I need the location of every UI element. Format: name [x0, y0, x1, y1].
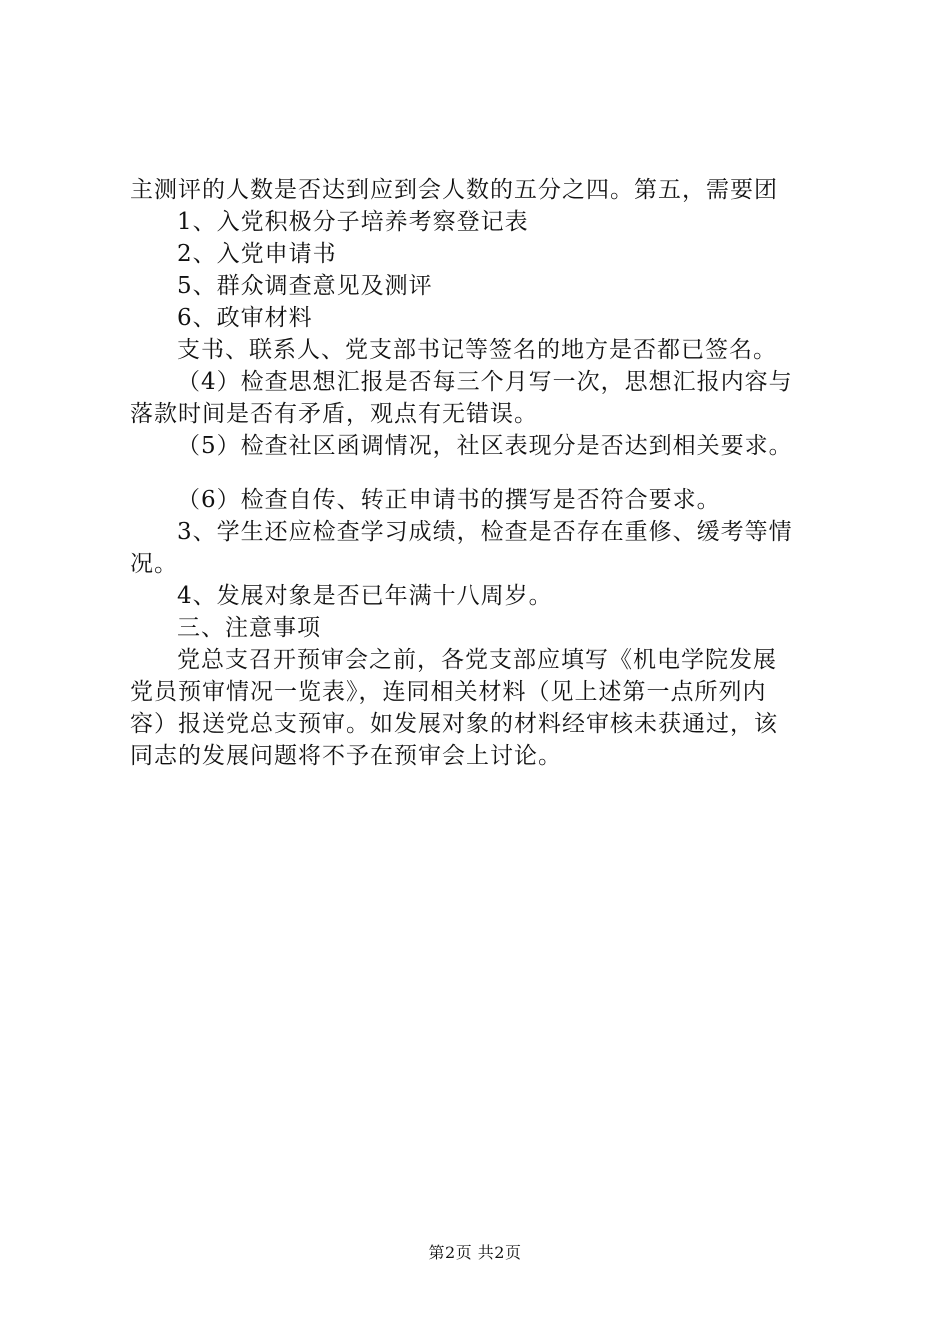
text-line: （6）检查自传、转正申请书的撰写是否符合要求。 [177, 487, 721, 513]
paragraph-gap [130, 462, 830, 484]
text-line: 党员预审情况一览表》，连同相关材料（见上述第一点所列内 [130, 679, 767, 705]
text-line: 3、学生还应检查学习成绩，检查是否存在重修、缓考等情 [177, 519, 793, 545]
text-line: 2、入党申请书 [177, 241, 337, 267]
text-line: （4）检查思想汇报是否每三个月写一次，思想汇报内容与 [177, 369, 793, 395]
text-line: 主测评的人数是否达到应到会人数的五分之四。第五，需要团 [130, 177, 778, 203]
document-body [130, 174, 830, 772]
text-line: 党总支召开预审会之前，各党支部应填写《机电学院发展 [177, 647, 777, 673]
text-line: 4、发展对象是否已年满十八周岁。 [177, 583, 553, 609]
page-number-footer: 第2页 共2页 [428, 1243, 522, 1262]
text-line: 支书、联系人、党支部书记等签名的地方是否都已签名。 [177, 337, 777, 363]
text-line: 容）报送党总支预审。如发展对象的材料经审核未获通过，该 [130, 711, 778, 737]
text-line: 同志的发展问题将不予在预审会上讨论。 [130, 743, 562, 769]
text-line: 6、政审材料 [177, 305, 313, 331]
text-line: 况。 [130, 551, 178, 577]
text-line: 落款时间是否有矛盾，观点有无错误。 [130, 401, 538, 427]
text-line: 5、群众调查意见及测评 [177, 273, 433, 299]
section-heading: 三、注意事项 [177, 615, 321, 641]
text-line: 1、入党积极分子培养考察登记表 [177, 209, 529, 235]
text-line: （5）检查社区函调情况，社区表现分是否达到相关要求。 [177, 433, 793, 459]
